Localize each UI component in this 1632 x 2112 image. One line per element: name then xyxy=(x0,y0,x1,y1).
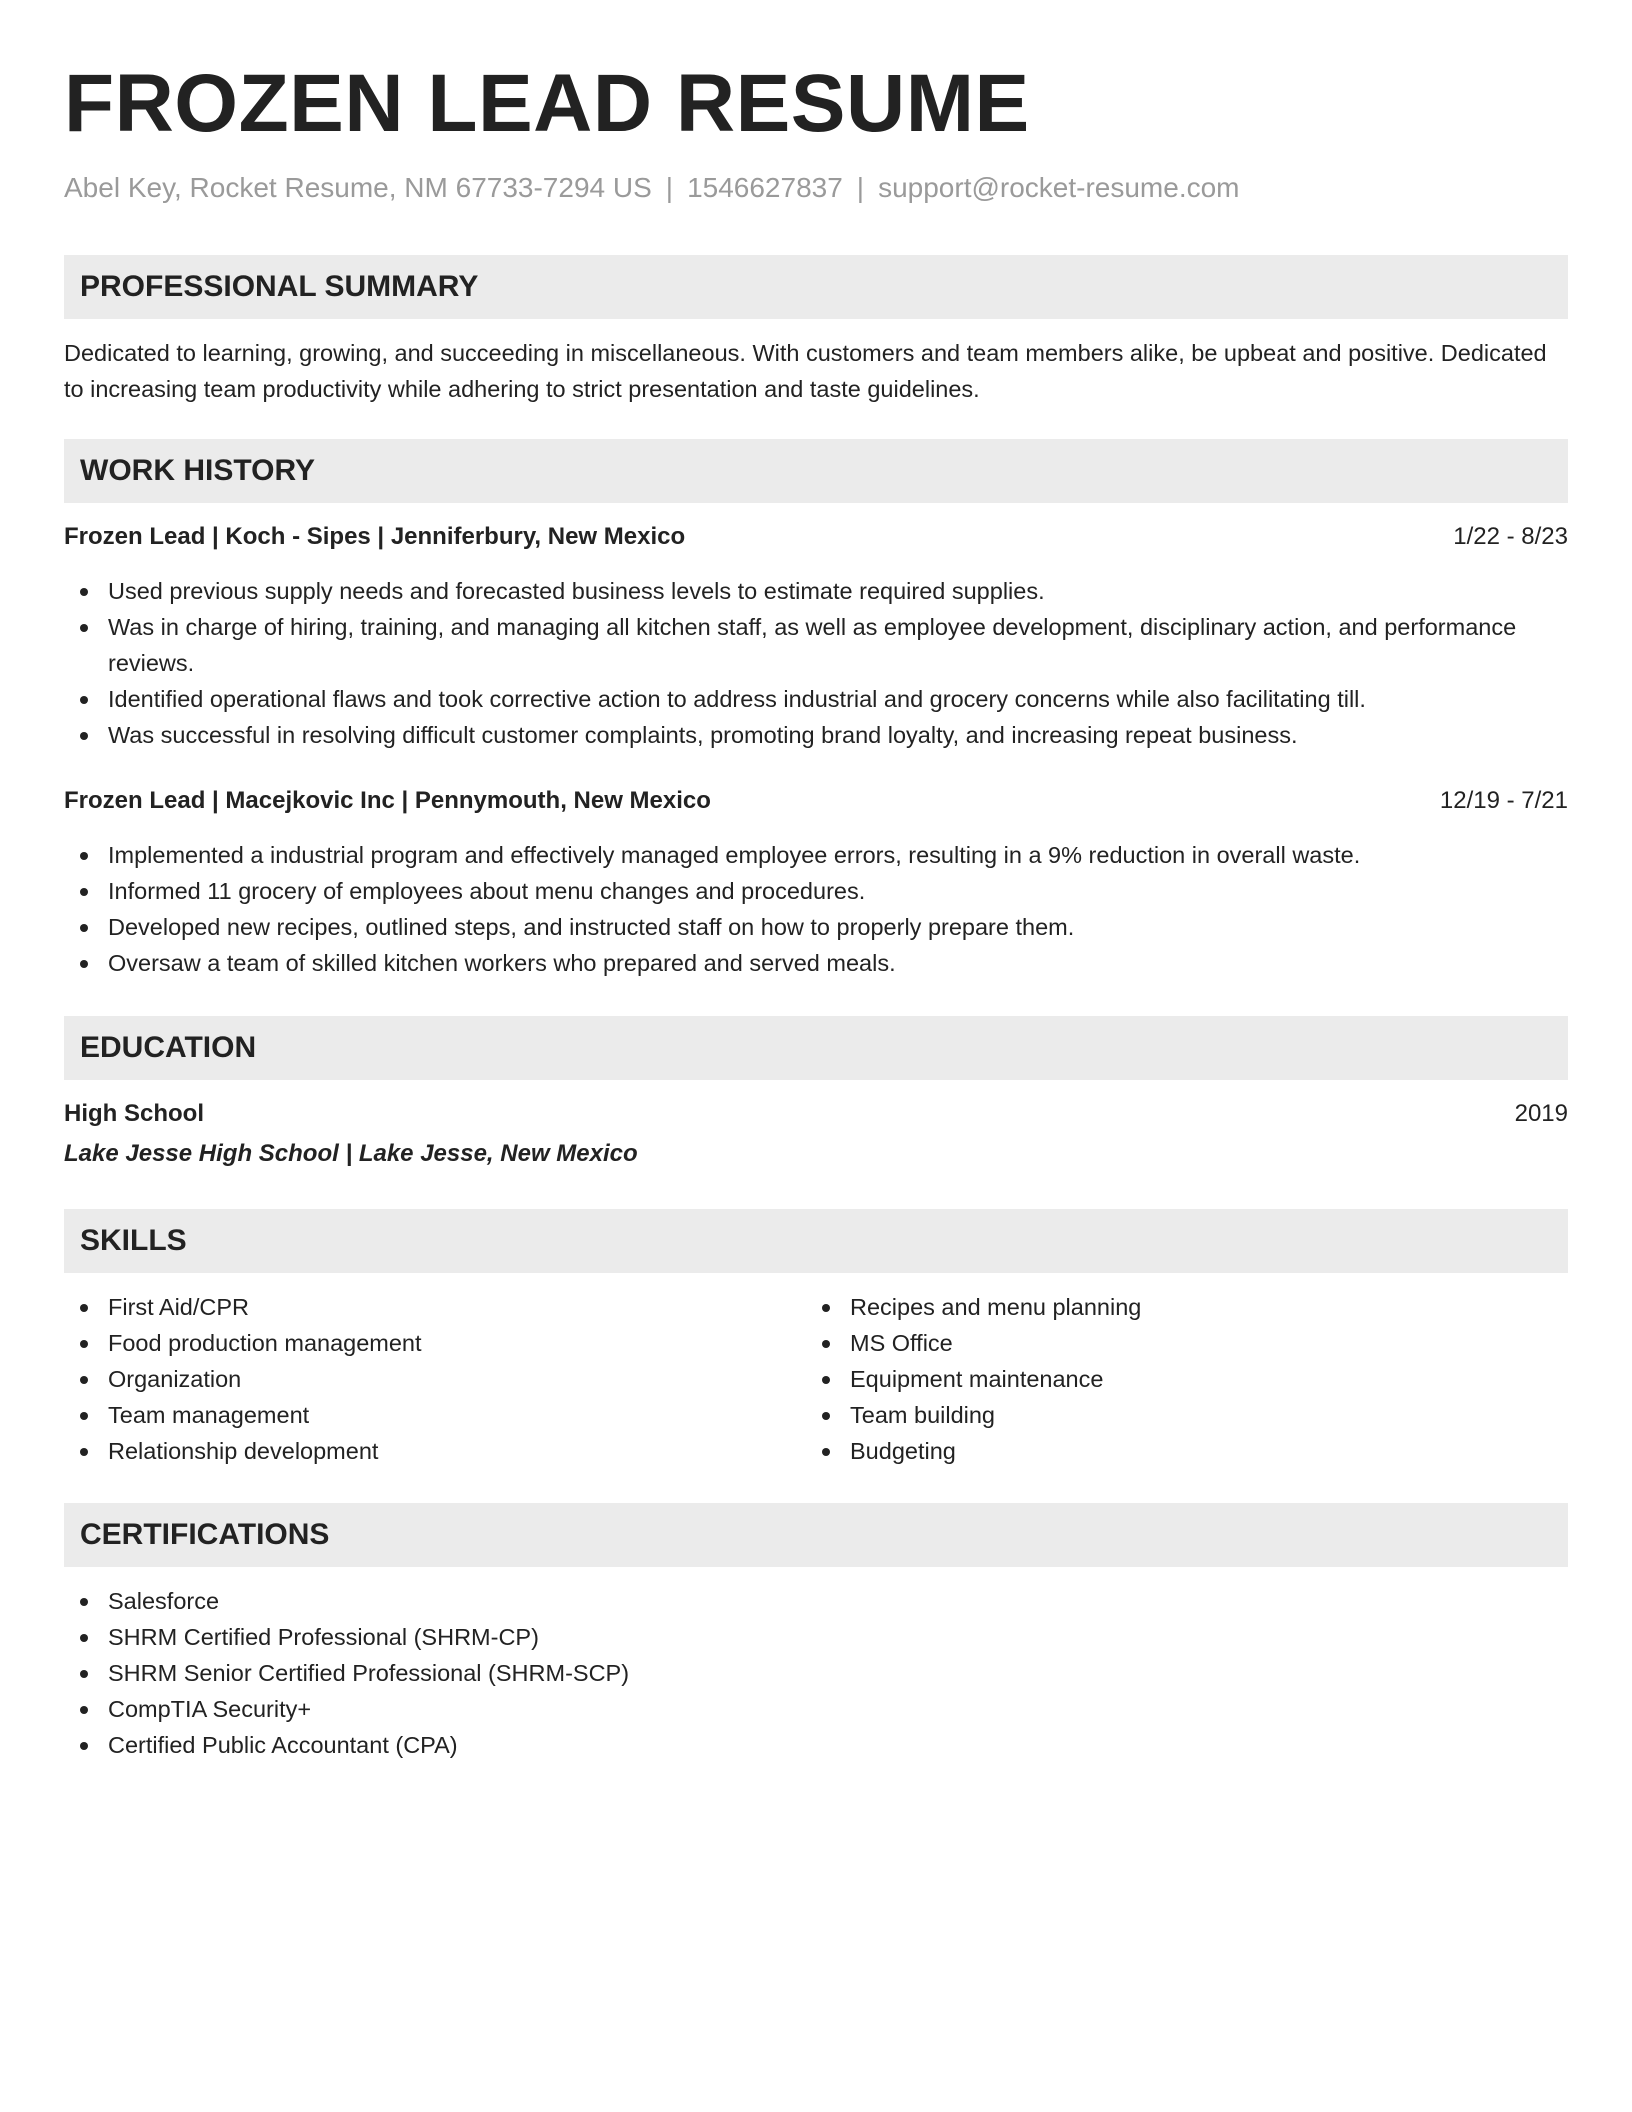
job-bullet: Developed new recipes, outlined steps, and instructed staff on how to properly prepare them. xyxy=(64,909,1568,945)
job-entry xyxy=(64,783,1568,981)
job-entry xyxy=(64,519,1568,753)
skills-section xyxy=(64,1209,1568,1469)
certifications-section xyxy=(64,1503,1568,1763)
skill-item: Budgeting xyxy=(806,1433,1548,1469)
skill-item: Food production management xyxy=(64,1325,806,1361)
skill-item: MS Office xyxy=(806,1325,1548,1361)
job-title: Frozen Lead | Macejkovic Inc | Pennymouth, New Mexico xyxy=(64,787,711,814)
work-history-section xyxy=(64,439,1568,981)
education-school: Lake Jesse High School | Lake Jesse, New Mexico xyxy=(64,1140,638,1167)
skills-column-right xyxy=(806,1289,1548,1469)
skills-column-left xyxy=(64,1289,806,1469)
job-header xyxy=(64,519,1568,555)
skill-item: Equipment maintenance xyxy=(806,1361,1548,1397)
job-bullet: Was in charge of hiring, training, and managing all kitchen staff, as well as employee development, disciplinary action, and performance reviews. xyxy=(64,609,1568,681)
job-bullet: Oversaw a team of skilled kitchen workers who prepared and served meals. xyxy=(64,945,1568,981)
contact-address: Abel Key, Rocket Resume, NM 67733-7294 US xyxy=(64,172,652,203)
skills-grid xyxy=(64,1289,1568,1469)
section-heading-skills: SKILLS xyxy=(64,1209,1568,1273)
job-bullets xyxy=(64,573,1568,753)
job-dates: 1/22 - 8/23 xyxy=(1453,523,1568,550)
section-heading-certifications: CERTIFICATIONS xyxy=(64,1503,1568,1567)
skill-item: Relationship development xyxy=(64,1433,806,1469)
job-bullet: Implemented a industrial program and effectively managed employee errors, resulting in a 9% reduction in overall waste. xyxy=(64,837,1568,873)
contact-separator: | xyxy=(665,172,674,203)
contact-line xyxy=(64,170,1568,206)
skill-item: First Aid/CPR xyxy=(64,1289,806,1325)
certification-item: SHRM Senior Certified Professional (SHRM-SCP) xyxy=(64,1655,1568,1691)
section-heading-summary: PROFESSIONAL SUMMARY xyxy=(64,255,1568,319)
summary-section xyxy=(64,255,1568,407)
skill-item: Team building xyxy=(806,1397,1548,1433)
job-bullets xyxy=(64,837,1568,981)
job-title: Frozen Lead | Koch - Sipes | Jenniferbury, New Mexico xyxy=(64,523,686,550)
job-bullet: Was successful in resolving difficult customer complaints, promoting brand loyalty, and increasing repeat business. xyxy=(64,717,1568,753)
certification-item: SHRM Certified Professional (SHRM-CP) xyxy=(64,1619,1568,1655)
section-heading-education: EDUCATION xyxy=(64,1016,1568,1080)
job-bullet: Informed 11 grocery of employees about menu changes and procedures. xyxy=(64,873,1568,909)
education-header xyxy=(64,1096,1568,1132)
education-entry xyxy=(64,1096,1568,1172)
skill-item: Recipes and menu planning xyxy=(806,1289,1548,1325)
job-bullet: Used previous supply needs and forecasted business levels to estimate required supplies. xyxy=(64,573,1568,609)
skill-item: Team management xyxy=(64,1397,806,1433)
education-year: 2019 xyxy=(1514,1100,1568,1127)
certifications-list xyxy=(64,1583,1568,1763)
skill-item: Organization xyxy=(64,1361,806,1397)
certification-item: Salesforce xyxy=(64,1583,1568,1619)
certification-item: CompTIA Security+ xyxy=(64,1691,1568,1727)
job-header xyxy=(64,783,1568,819)
certification-item: Certified Public Accountant (CPA) xyxy=(64,1727,1568,1763)
job-bullet: Identified operational flaws and took corrective action to address industrial and grocery concerns while also facilitating till. xyxy=(64,681,1568,717)
job-dates: 12/19 - 7/21 xyxy=(1439,787,1568,814)
contact-email: support@rocket-resume.com xyxy=(878,172,1240,203)
contact-phone: 1546627837 xyxy=(687,172,843,203)
education-degree: High School xyxy=(64,1100,204,1127)
resume-title: FROZEN LEAD RESUME xyxy=(64,58,1030,149)
summary-text: Dedicated to learning, growing, and succeeding in miscellaneous. With customers and team members alike, be upbeat and positive. Dedicated to increasing team productivity while adhering to strict presentation and taste guidelines. xyxy=(64,340,1547,402)
contact-separator: | xyxy=(856,172,865,203)
education-section xyxy=(64,1016,1568,1172)
section-heading-work-history: WORK HISTORY xyxy=(64,439,1568,503)
resume-page xyxy=(64,56,1568,1763)
